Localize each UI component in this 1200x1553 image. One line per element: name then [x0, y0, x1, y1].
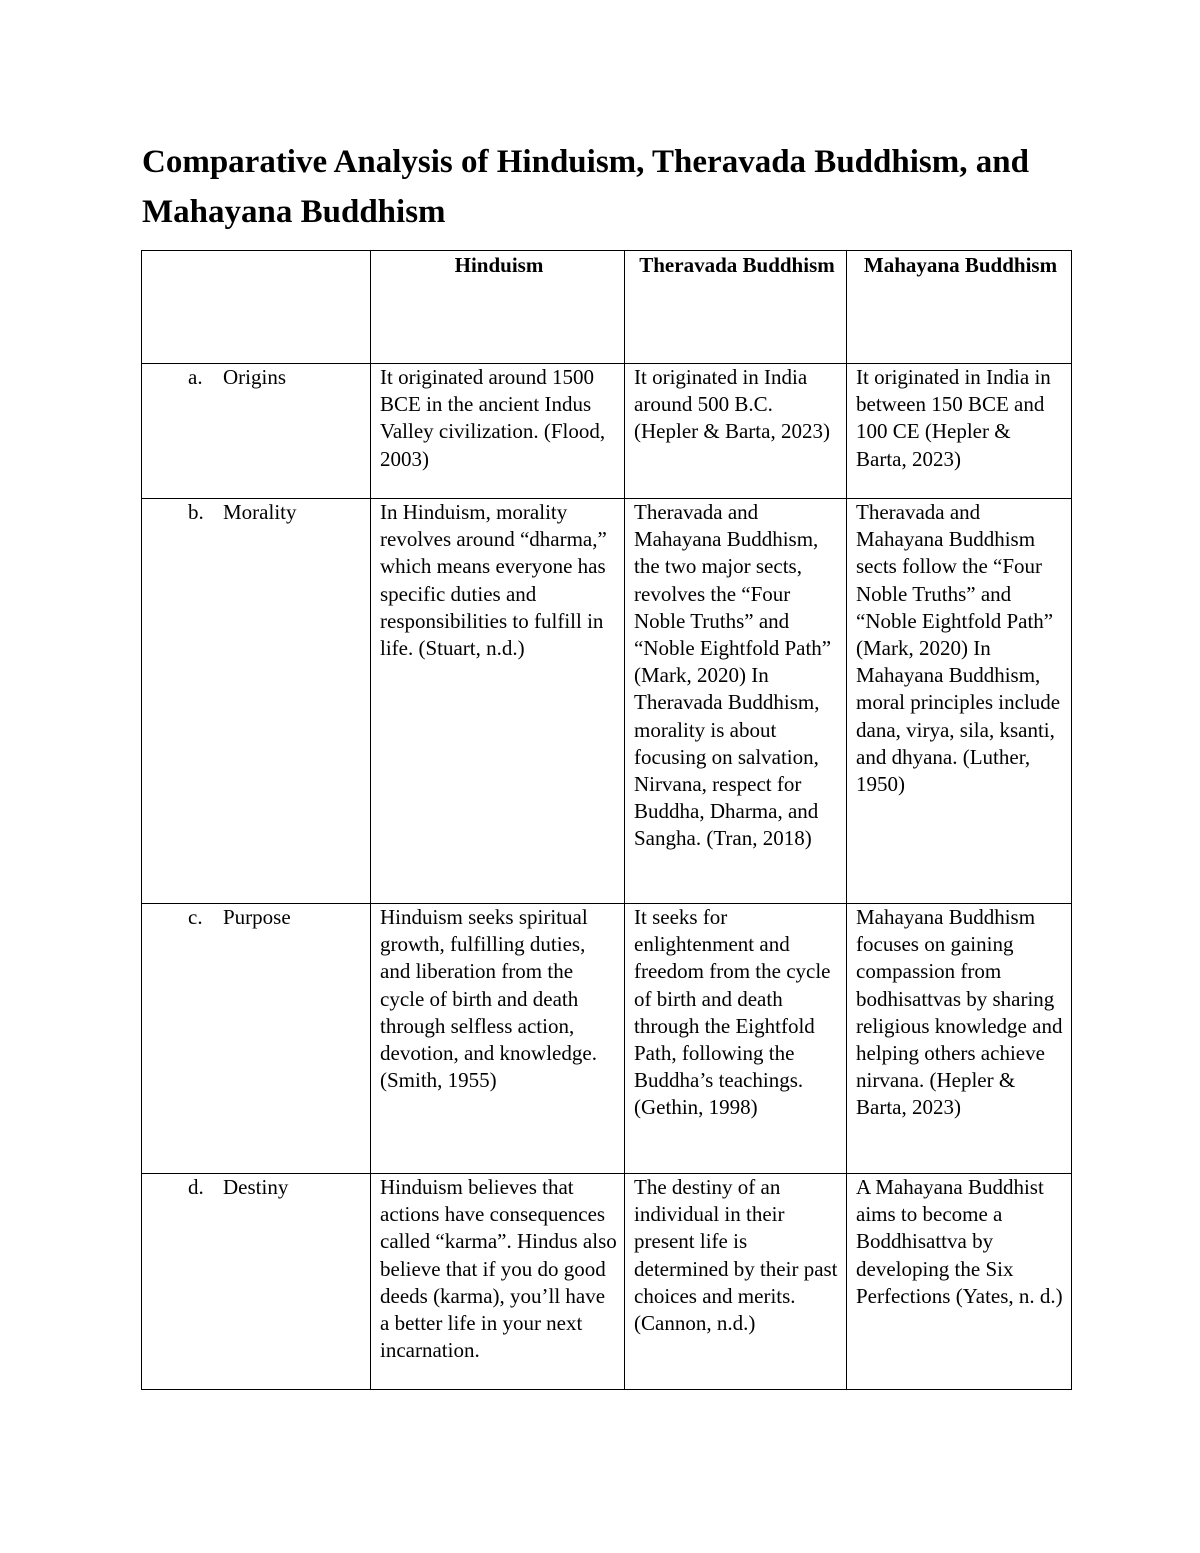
header-theravada: Theravada Buddhism — [625, 251, 847, 364]
row-label-destiny — [142, 1174, 371, 1390]
table-row-origins — [142, 364, 1072, 499]
cell-theravada-morality: Theravada and Mahayana Buddhism, the two major sects, revolves the “Four Noble Truths” and “Noble Eightfold Path” (Mark, 2020) In Theravada Buddhism, morality is about focusing on salvation, Nirvana, respect for Buddha, Dharma, and Sangha. (Tran, 2018) — [625, 499, 847, 904]
cell-mahayana-destiny: A Mahayana Buddhist aims to become a Boddhisattva by developing the Six Perfections (Yates, n. d.) — [847, 1174, 1072, 1390]
table-row-destiny — [142, 1174, 1072, 1390]
row-label-text: Morality — [223, 500, 297, 524]
cell-mahayana-origins: It originated in India in between 150 BCE and 100 CE (Hepler & Barta, 2023) — [847, 364, 1072, 499]
row-letter: b. — [188, 500, 204, 524]
cell-hinduism-purpose: Hinduism seeks spiritual growth, fulfilling duties, and liberation from the cycle of birth and death through selfless action, devotion, and knowledge. (Smith, 1955) — [371, 904, 625, 1174]
comparison-table — [141, 250, 1072, 1390]
cell-hinduism-morality: In Hinduism, morality revolves around “dharma,” which means everyone has specific duties and responsibilities to fulfill in life. (Stuart, n.d.) — [371, 499, 625, 904]
cell-theravada-destiny: The destiny of an individual in their present life is determined by their past choices and merits. (Cannon, n.d.) — [625, 1174, 847, 1390]
row-label-text: Purpose — [223, 905, 291, 929]
row-letter: a. — [188, 365, 203, 389]
header-mahayana: Mahayana Buddhism — [847, 251, 1072, 364]
cell-mahayana-morality: Theravada and Mahayana Buddhism sects follow the “Four Noble Truths” and “Noble Eightfold Path” (Mark, 2020) In Mahayana Buddhism, moral principles include dana, virya, sila, ksanti, and dhyana. (Luther, 1950) — [847, 499, 1072, 904]
header-hinduism: Hinduism — [371, 251, 625, 364]
header-empty-cell — [142, 251, 371, 364]
row-label-text: Destiny — [223, 1175, 289, 1199]
cell-mahayana-purpose: Mahayana Buddhism focuses on gaining compassion from bodhisattvas by sharing religious knowledge and helping others achieve nirvana. (Hepler & Barta, 2023) — [847, 904, 1072, 1174]
page-title: Comparative Analysis of Hinduism, Theravada Buddhism, and Mahayana Buddhism — [142, 144, 1029, 230]
cell-hinduism-origins: It originated around 1500 BCE in the ancient Indus Valley civilization. (Flood, 2003) — [371, 364, 625, 499]
cell-theravada-purpose: It seeks for enlightenment and freedom from the cycle of birth and death through the Eightfold Path, following the Buddha’s teachings. (Gethin, 1998) — [625, 904, 847, 1174]
row-label-purpose — [142, 904, 371, 1174]
table-row-morality — [142, 499, 1072, 904]
row-label-text: Origins — [223, 365, 286, 389]
row-letter: c. — [188, 905, 203, 929]
table-header-row — [142, 251, 1072, 364]
row-label-origins — [142, 364, 371, 499]
cell-theravada-origins: It originated in India around 500 B.C. (Hepler & Barta, 2023) — [625, 364, 847, 499]
cell-hinduism-destiny: Hinduism believes that actions have consequences called “karma”. Hindus also believe that if you do good deeds (karma), you’ll have a better life in your next incarnation. — [371, 1174, 625, 1390]
row-label-morality — [142, 499, 371, 904]
row-letter: d. — [188, 1175, 204, 1199]
table-row-purpose — [142, 904, 1072, 1174]
